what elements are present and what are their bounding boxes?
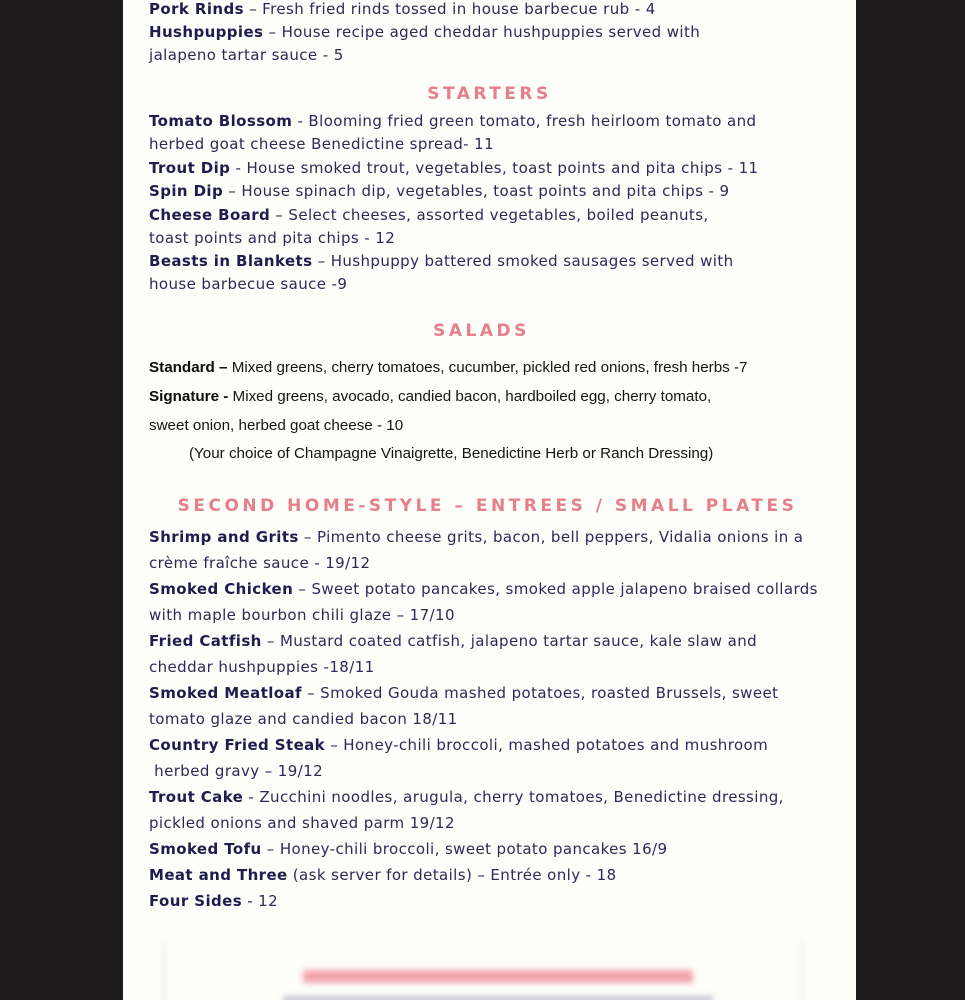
item-description: – Smoked Gouda mashed potatoes, roasted Brussels, sweet — [301, 684, 779, 702]
item-description-cont: crème fraîche sauce - 19/12 — [149, 554, 371, 572]
item-description: – Pimento cheese grits, bacon, bell peppers, Vidalia onions in a — [298, 528, 804, 546]
item-description: Mixed greens, cherry tomatoes, cucumber, pickled red onions, fresh herbs -7 — [227, 359, 748, 376]
item-description: – Sweet potato pancakes, smoked apple jalapeno braised collards — [293, 580, 818, 598]
item-name: Smoked Chicken — [149, 580, 294, 598]
item-name: Smoked Tofu — [149, 840, 262, 858]
item-description-cont: toast points and pita chips - 12 — [149, 229, 396, 248]
menu-item-signature-salad — [149, 383, 849, 440]
item-description: - Blooming fried green tomato, fresh heirloom tomato and — [292, 112, 757, 130]
item-name: Trout Cake — [149, 788, 244, 806]
item-description: – House recipe aged cheddar hushpuppies served with — [263, 23, 701, 41]
item-description: - House smoked trout, vegetables, toast points and pita chips - 11 — [230, 159, 759, 177]
blurred-next-section — [163, 942, 803, 1000]
item-description-cont: herbed gravy – 19/12 — [149, 762, 324, 780]
item-description-cont: cheddar hushpuppies -18/11 — [149, 658, 375, 676]
item-description: – Fresh fried rinds tossed in house barbecue rub - 4 — [243, 0, 656, 18]
menu-item-standard-salad — [149, 354, 849, 383]
blurred-heading — [303, 970, 693, 983]
item-name: Country Fried Steak — [149, 736, 326, 754]
menu-item-fried-catfish — [149, 628, 849, 680]
item-description: - 12 — [242, 892, 279, 910]
item-description: – House spinach dip, vegetables, toast points and pita chips - 9 — [223, 182, 730, 200]
item-description: Mixed greens, avocado, candied bacon, hardboiled egg, cherry tomato, — [228, 388, 712, 405]
item-name: Tomato Blossom — [149, 112, 293, 130]
item-description-cont: tomato glaze and candied bacon 18/11 — [149, 710, 458, 728]
item-description: (ask server for details) – Entrée only - 18 — [287, 866, 617, 884]
menu-item-smoked-meatloaf — [149, 680, 849, 732]
blur-divider-left — [163, 942, 165, 1000]
menu-item-trout-cake — [149, 784, 849, 836]
item-name: Spin Dip — [149, 182, 224, 200]
item-description: – Honey-chili broccoli, mashed potatoes and mushroom — [325, 736, 769, 754]
blurred-text-line — [283, 996, 713, 1000]
item-description-cont: house barbecue sauce -9 — [149, 275, 348, 294]
menu-item-smoked-tofu — [149, 836, 849, 862]
item-name: Hushpuppies — [149, 23, 264, 41]
item-description-cont: pickled onions and shaved parm 19/12 — [149, 814, 455, 832]
menu-item-four-sides — [149, 888, 849, 914]
item-description: – Mustard coated catfish, jalapeno tartar sauce, kale slaw and — [261, 632, 758, 650]
item-description-cont: with maple bourbon chili glaze – 17/10 — [149, 606, 455, 624]
item-name: Beasts in Blankets — [149, 252, 313, 270]
item-description-cont: herbed goat cheese Benedictine spread- 11 — [149, 135, 495, 154]
dressing-note: (Your choice of Champagne Vinaigrette, Benedictine Herb or Ranch Dressing) — [189, 445, 714, 462]
menu-item-hushpuppies — [149, 21, 849, 68]
item-name: Signature - — [149, 388, 229, 405]
item-name: Standard – — [149, 359, 228, 376]
item-name: Cheese Board — [149, 206, 271, 224]
section-heading-salads: SALADS — [433, 321, 530, 341]
menu-page — [123, 0, 856, 1000]
item-description: - Zucchini noodles, arugula, cherry tomatoes, Benedictine dressing, — [243, 788, 784, 806]
section-heading-starters: STARTERS — [427, 84, 552, 104]
menu-item-country-fried-steak — [149, 732, 849, 784]
menu-item-smoked-chicken — [149, 576, 849, 628]
item-description-cont: sweet onion, herbed goat cheese - 10 — [149, 416, 404, 434]
menu-item-tomato-blossom — [149, 110, 849, 157]
menu-item-spin-dip — [149, 180, 849, 203]
item-description: – Select cheeses, assorted vegetables, boiled peanuts, — [270, 206, 709, 224]
item-name: Pork Rinds — [149, 0, 244, 18]
item-description: – Honey-chili broccoli, sweet potato pancakes 16/9 — [261, 840, 668, 858]
item-description-cont: jalapeno tartar sauce - 5 — [149, 46, 344, 65]
item-name: Smoked Meatloaf — [149, 684, 302, 702]
menu-item-meat-and-three — [149, 862, 849, 888]
item-description: – Hushpuppy battered smoked sausages served with — [312, 252, 734, 270]
item-name: Four Sides — [149, 892, 243, 910]
item-name: Meat and Three — [149, 866, 288, 884]
menu-item-cheese-board — [149, 204, 849, 251]
menu-item-beasts-in-blankets — [149, 250, 849, 297]
item-name: Shrimp and Grits — [149, 528, 299, 546]
menu-item-shrimp-and-grits — [149, 524, 849, 576]
menu-item-trout-dip — [149, 157, 849, 180]
menu-item-pork-rinds — [149, 0, 849, 21]
section-heading-entrees: SECOND HOME-STYLE – ENTREES / SMALL PLATES — [177, 496, 798, 516]
item-name: Trout Dip — [149, 159, 231, 177]
blur-divider-right — [801, 942, 803, 1000]
item-name: Fried Catfish — [149, 632, 262, 650]
